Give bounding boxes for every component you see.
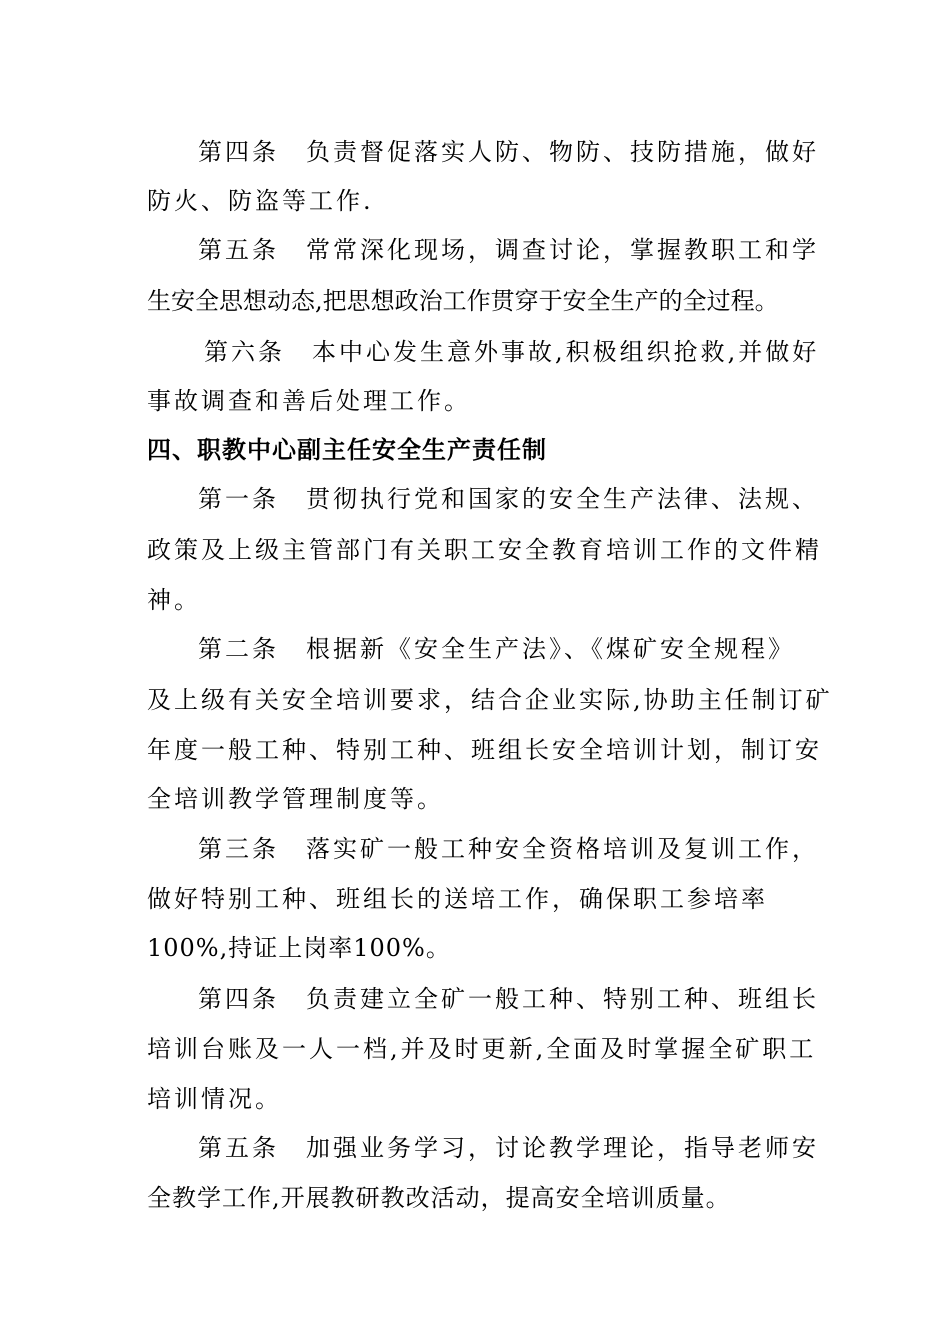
deputy-article-1-line-3: 神。 xyxy=(147,586,201,614)
deputy-article-2-line-1: 第二条 根据新《安全生产法》、《煤矿安全规程》 xyxy=(198,635,795,663)
article-6-line-1: 第六条 本中心发生意外事故,积极组织抢救,并做好 xyxy=(204,338,820,366)
article-4-line-2: 防火、防盗等工作. xyxy=(147,187,374,215)
deputy-article-4-line-3: 培训情况。 xyxy=(147,1085,282,1113)
deputy-article-2-line-4: 全培训教学管理制度等。 xyxy=(147,785,444,813)
deputy-article-2-line-3: 年度一般工种、特别工种、班组长安全培训计划，制订安 xyxy=(147,736,822,764)
deputy-article-2-line-2: 及上级有关安全培训要求，结合企业实际,协助主任制订矿 xyxy=(147,686,833,714)
deputy-article-3-line-3: 100%,持证上岗率100%。 xyxy=(147,934,451,962)
deputy-article-1-line-2: 政策及上级主管部门有关职工安全教育培训工作的文件精 xyxy=(147,536,822,564)
deputy-article-4-line-1: 第四条 负责建立全矿一般工种、特别工种、班组长 xyxy=(198,985,819,1013)
article-6-line-2: 事故调查和善后处理工作。 xyxy=(147,387,471,415)
article-5-line-2: 生安全思想动态,把思想政治工作贯穿于安全生产的全过程。 xyxy=(147,287,779,315)
deputy-article-3-line-2: 做好特别工种、班组长的送培工作，确保职工参培率 xyxy=(147,885,768,913)
section-heading: 四、职教中心副主任安全生产责任制 xyxy=(147,436,547,464)
deputy-article-4-line-2: 培训台账及一人一档,并及时更新,全面及时掌握全矿职工 xyxy=(147,1035,817,1063)
deputy-article-5-line-1: 第五条 加强业务学习，讨论教学理论，指导老师安 xyxy=(198,1134,819,1162)
deputy-article-3-line-1: 第三条 落实矿一般工种安全资格培训及复训工作， xyxy=(198,835,819,863)
article-4-line-1: 第四条 负责督促落实人防、物防、技防措施，做好 xyxy=(198,138,819,166)
deputy-article-1-line-1: 第一条 贯彻执行党和国家的安全生产法律、法规、 xyxy=(198,485,819,513)
article-5-line-1: 第五条 常常深化现场，调查讨论，掌握教职工和学 xyxy=(198,236,819,264)
deputy-article-5-line-2: 全教学工作,开展教研教改活动，提高安全培训质量。 xyxy=(147,1184,731,1212)
